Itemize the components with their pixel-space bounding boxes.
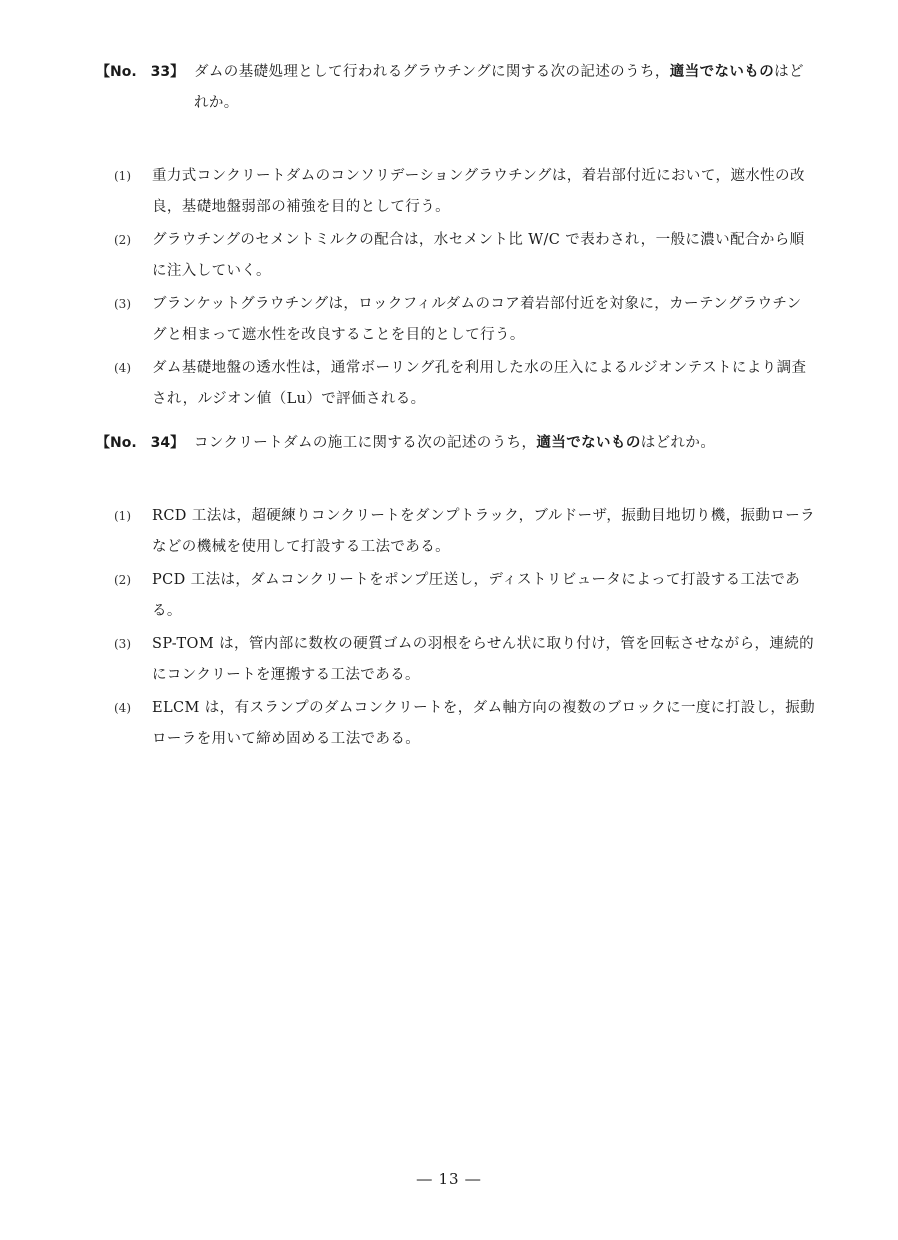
question-33-stem xyxy=(194,57,816,119)
question-33 xyxy=(96,57,816,431)
option-number: (1) xyxy=(114,509,131,523)
question-34-option-3 xyxy=(96,629,816,691)
question-33-option-4 xyxy=(96,353,816,415)
question-33-header xyxy=(96,57,816,119)
option-number: (3) xyxy=(114,297,131,311)
question-34-options xyxy=(96,501,816,755)
question-34-option-4 xyxy=(96,693,816,755)
question-33-option-2 xyxy=(96,225,816,287)
option-text: グラウチングのセメントミルクの配合は，水セメント比 W/C で表わされ，一般に濃い配合から順に注入していく。 xyxy=(152,232,805,279)
question-33-stem-after: はどれか。 xyxy=(194,64,804,111)
question-33-number xyxy=(96,57,194,88)
question-34-number xyxy=(96,428,194,459)
question-34-stem xyxy=(194,428,816,459)
question-33-options xyxy=(96,161,816,415)
option-number: (1) xyxy=(114,169,131,183)
question-34-label: 【No. xyxy=(96,435,137,451)
option-number: (3) xyxy=(114,637,131,651)
question-34-stem-before: コンクリートダムの施工に関する次の記述のうち， xyxy=(194,435,537,451)
option-number: (4) xyxy=(114,701,131,715)
question-34-stem-after: はどれか。 xyxy=(640,435,716,451)
question-34-header xyxy=(96,428,816,459)
option-text: RCD 工法は，超硬練りコンクリートをダンプトラック，ブルドーザ，振動目地切り機，振動ローラなどの機械を使用して打設する工法である。 xyxy=(152,508,816,555)
option-text: ダム基礎地盤の透水性は，通常ボーリング孔を利用した水の圧入によるルジオンテストにより調査され，ルジオン値（Lu）で評価される。 xyxy=(152,360,807,407)
question-34-num: 34】 xyxy=(150,435,185,451)
option-text: ELCM は，有スランプのダムコンクリートを，ダム軸方向の複数のブロックに一度に打設し，振動ローラを用いて締め固める工法である。 xyxy=(152,700,816,747)
question-33-num: 33】 xyxy=(150,64,185,80)
option-text: PCD 工法は，ダムコンクリートをポンプ圧送し，ディストリビュータによって打設する工法である。 xyxy=(152,572,801,619)
question-34-option-1 xyxy=(96,501,816,563)
question-33-option-1 xyxy=(96,161,816,223)
option-number: (4) xyxy=(114,361,131,375)
question-33-label: 【No. xyxy=(96,64,137,80)
question-34 xyxy=(96,428,816,771)
option-text: ブランケットグラウチングは，ロックフィルダムのコア着岩部付近を対象に，カーテングラウチングと相まって遮水性を改良することを目的として行う。 xyxy=(152,296,802,343)
question-33-stem-emphasis: 適当でないもの xyxy=(669,64,775,80)
option-text: 重力式コンクリートダムのコンソリデーショングラウチングは，着岩部付近において，遮水性の改良，基礎地盤弱部の補強を目的として行う。 xyxy=(152,168,805,215)
question-34-option-2 xyxy=(96,565,816,627)
question-33-stem-before: ダムの基礎処理として行われるグラウチングに関する次の記述のうち， xyxy=(194,64,670,80)
question-33-option-3 xyxy=(96,289,816,351)
option-number: (2) xyxy=(114,233,131,247)
question-34-stem-emphasis: 適当でないもの xyxy=(536,435,641,451)
page-number: ― 13 ― xyxy=(416,1170,482,1188)
option-text: SP-TOM は，管内部に数枚の硬質ゴムの羽根をらせん状に取り付け，管を回転させながら，連続的にコンクリートを運搬する工法である。 xyxy=(152,636,815,683)
option-number: (2) xyxy=(114,573,131,587)
